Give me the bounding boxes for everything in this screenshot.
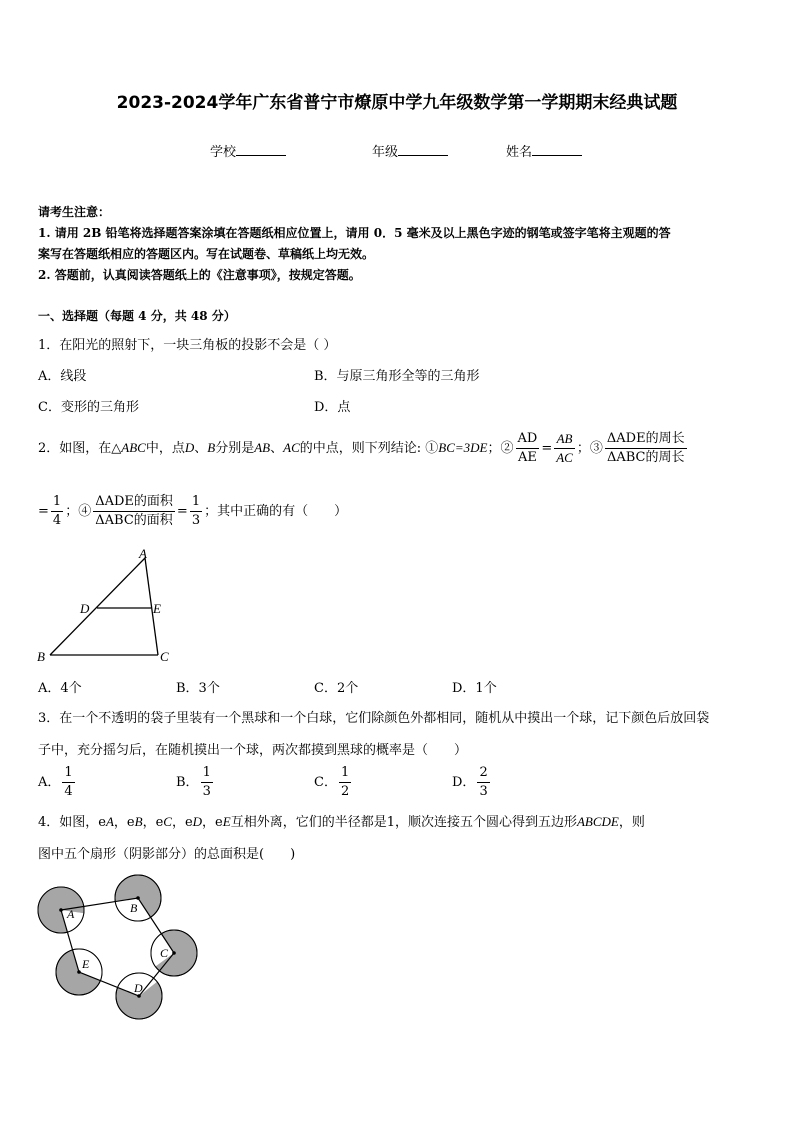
label-e: E (153, 601, 161, 616)
q4-text: 4．如图，e (38, 815, 106, 830)
q2-triangle-figure (30, 543, 180, 668)
equals-sign: = (541, 441, 553, 456)
fraction-numerator: 1 (201, 764, 213, 783)
center-b (136, 896, 140, 900)
q3-option-c (314, 764, 353, 801)
notice-line-3: 2. 答题前，认真阅读答题纸上的《注意事项》，按规定答题。 (38, 268, 361, 282)
q2-fraction-5 (93, 493, 175, 530)
fraction-denominator: 3 (479, 784, 488, 799)
q2-fraction-6 (190, 493, 202, 530)
fraction-numerator: 1 (62, 764, 74, 783)
label-c: C (160, 946, 169, 960)
q4-var: D (192, 814, 203, 829)
equals-sign: = (176, 504, 188, 519)
label-d: D (80, 601, 90, 616)
center-a (59, 908, 63, 912)
fraction-numerator: 1 (190, 493, 202, 512)
q4-var: ABCDE (576, 814, 619, 829)
fraction-numerator: ΔADE的面积 (93, 493, 175, 512)
q3-option-a (38, 764, 77, 801)
label-b: B (37, 649, 45, 664)
q2-var: B (207, 440, 216, 455)
q4-text: ，则 (618, 815, 645, 830)
q3-stem-line-2: 子中，充分摇匀后，在随机摸出一个球，两次都摸到黑球的概率是（ ） (38, 743, 468, 758)
name-label: 姓名 (506, 145, 533, 160)
side-ab (50, 558, 145, 655)
option-letter: D． (452, 775, 476, 790)
q2-text: 分别是 (215, 441, 255, 456)
fraction-denominator: AC (556, 450, 573, 465)
q2-text: 2．如图，在△ (38, 441, 122, 456)
label-a: A (139, 546, 147, 561)
q2-text: 、 (194, 441, 208, 456)
q2-fraction-1 (516, 430, 540, 467)
fraction-denominator: AE (517, 450, 537, 465)
fraction-numerator: 2 (477, 764, 489, 783)
q2-var: AB (254, 440, 271, 455)
section-heading: 一、选择题（每题 4 分，共 48 分） (38, 309, 236, 323)
notice-line-2: 案写在答题纸相应的答题区内。写在试题卷、草稿纸上均无效。 (38, 247, 375, 261)
fraction-denominator: 4 (52, 513, 62, 528)
q4-text: ，e (142, 815, 164, 830)
q2-fraction-3 (605, 430, 687, 467)
q4-var: C (163, 814, 172, 829)
equals-sign: = (38, 504, 49, 519)
q2-var: D (184, 440, 195, 455)
fraction-numerator: 1 (51, 493, 63, 512)
q4-stem-line-1 (38, 811, 645, 830)
fraction-numerator: ΔADE的周长 (605, 430, 687, 449)
q4-var: E (222, 814, 231, 829)
q1-stem: 1．在阳光的照射下，一块三角板的投影不会是（ ） (38, 338, 337, 353)
q2-option-a: A．4个 (38, 681, 82, 696)
q2-text: 的中点，则下列结论: ① (299, 441, 439, 456)
q4-pentagon-figure (30, 868, 210, 1028)
q2-stem-line-2 (38, 493, 347, 530)
q4-text: ，e (202, 815, 223, 830)
q3-fraction-d (477, 764, 489, 801)
fraction-denominator: 4 (64, 784, 73, 799)
grade-blank (398, 143, 448, 156)
q2-var: ABC (121, 440, 146, 455)
q2-text: ；② (487, 441, 514, 456)
fraction-denominator: 2 (340, 784, 350, 799)
q2-text: ；其中正确的有（ ） (204, 504, 348, 519)
option-letter: A． (38, 775, 61, 790)
q4-stem-line-2: 图中五个扇形（阴影部分）的总面积是( ) (38, 847, 296, 862)
q2-var: AC (283, 440, 300, 455)
q3-fraction-b (201, 764, 213, 801)
q1-option-d: D．点 (314, 400, 351, 415)
center-c (172, 951, 176, 955)
q2-text: 中，点 (145, 441, 185, 456)
q3-stem-line-1: 3．在一个不透明的袋子里装有一个黑球和一个白球，它们除颜色外都相同，随机从中摸出一个球，记下颜色后放回袋 (38, 711, 710, 726)
q2-option-b: B．3个 (176, 681, 220, 696)
q2-text: ；③ (576, 441, 603, 456)
center-e (77, 970, 81, 974)
q3-option-b (176, 764, 215, 801)
fraction-denominator: ΔABC的面积 (95, 513, 173, 528)
grade-field (372, 141, 448, 160)
q2-text: ；④ (65, 504, 92, 519)
page-title: 2023-2024学年广东省普宁市燎原中学九年级数学第一学期期末经典试题 (116, 93, 678, 113)
q3-option-d (452, 764, 492, 801)
fraction-denominator: 3 (202, 784, 211, 799)
fraction-denominator: 3 (191, 513, 201, 528)
fraction-numerator: AD (516, 430, 540, 449)
q2-fraction-2 (554, 430, 575, 467)
q2-option-d: D．1个 (452, 681, 497, 696)
q1-option-a: A．线段 (38, 369, 87, 384)
grade-label: 年级 (372, 145, 399, 160)
q4-text: 互相外离，它们的半径都是1，顺次连接五个圆心得到五边形 (230, 815, 577, 830)
name-blank (532, 143, 582, 156)
q4-var: A (105, 814, 114, 829)
q2-option-c: C．2个 (314, 681, 359, 696)
q3-fraction-a (62, 764, 74, 801)
school-blank (236, 143, 286, 156)
fraction-numerator: AB (554, 430, 575, 449)
q2-stem-line-1 (38, 430, 689, 467)
q1-option-c: C．变形的三角形 (38, 400, 139, 415)
q4-var: B (134, 814, 143, 829)
notice-heading: 请考生注意： (38, 205, 111, 219)
q1-option-b: B．与原三角形全等的三角形 (314, 369, 480, 384)
label-e: E (82, 957, 90, 971)
option-letter: B． (176, 775, 199, 790)
q2-equation: BC=3DE (438, 440, 488, 455)
school-label: 学校 (210, 145, 237, 160)
school-field (210, 141, 286, 160)
label-d: D (134, 981, 143, 995)
q4-text: ，e (171, 815, 193, 830)
name-field (506, 141, 582, 160)
q4-text: ，e (113, 815, 135, 830)
q2-text: 、 (270, 441, 284, 456)
fraction-numerator: 1 (339, 764, 351, 783)
label-c: C (160, 649, 169, 664)
q2-fraction-4 (51, 493, 63, 530)
q3-fraction-c (339, 764, 351, 801)
label-b: B (130, 901, 138, 915)
fraction-denominator: ΔABC的周长 (606, 450, 685, 465)
notice-line-1: 1. 请用 2B 铅笔将选择题答案涂填在答题纸相应位置上，请用 0．5 毫米及以上黑色字迹的钢笔或签字笔将主观题的答 (38, 226, 671, 240)
label-a: A (67, 907, 75, 921)
option-letter: C． (314, 775, 337, 790)
